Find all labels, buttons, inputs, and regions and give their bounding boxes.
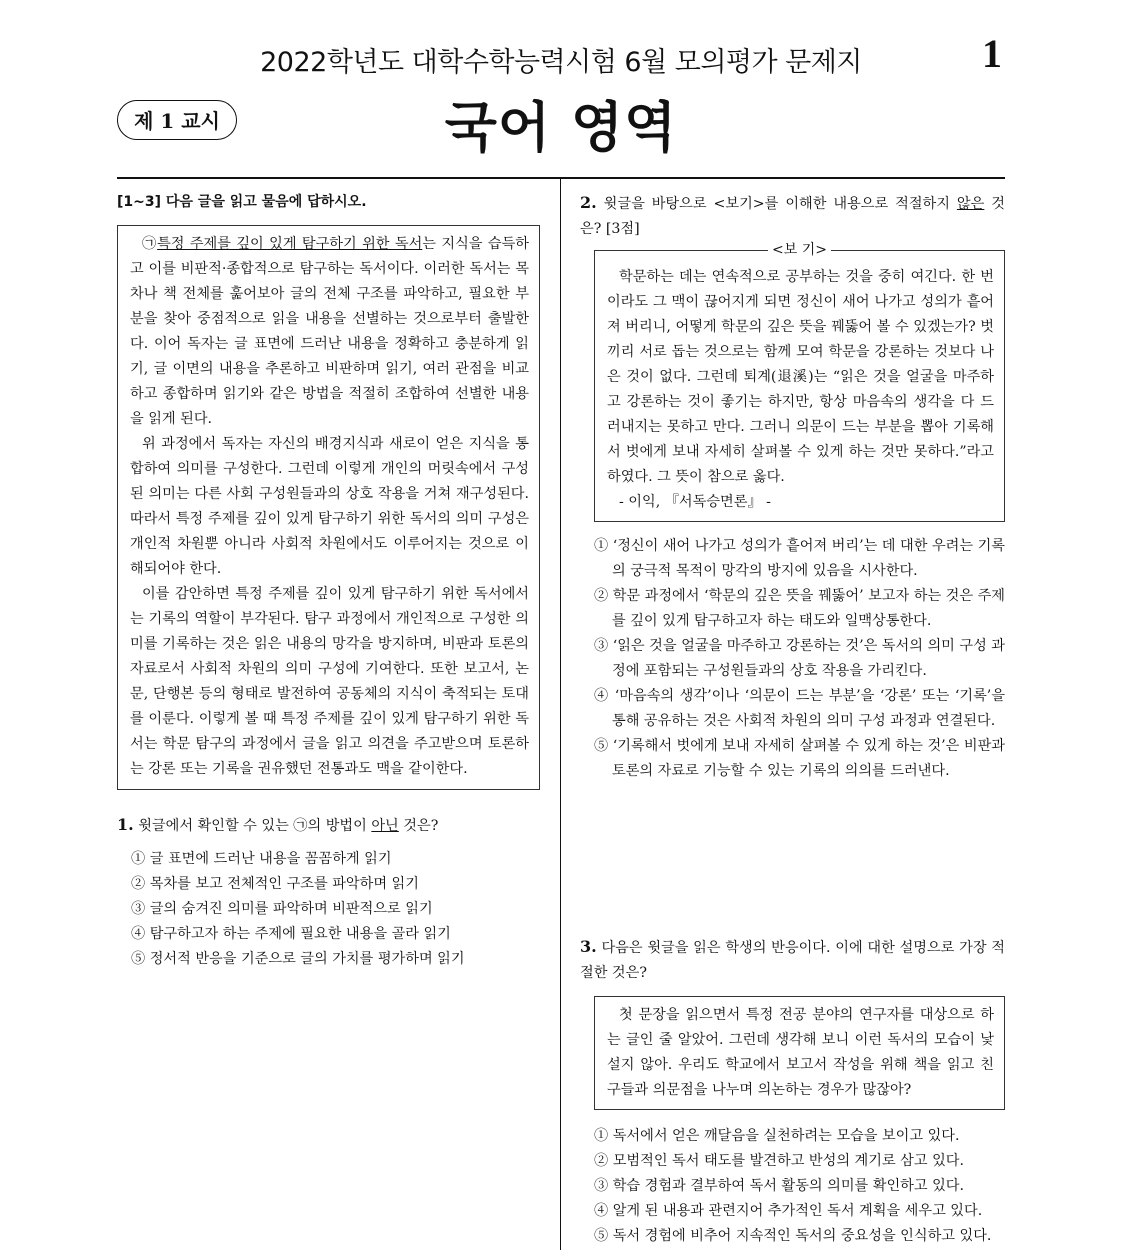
question-3-stem	[580, 934, 1005, 986]
option-1[interactable]: ① 독서에서 얻은 깨달음을 실천하려는 모습을 보이고 있다.	[594, 1128, 960, 1144]
bogi-label: <보 기>	[768, 242, 831, 258]
question-1-options	[131, 847, 540, 972]
period-badge: 제 1 교시	[117, 100, 237, 140]
question-1	[117, 812, 540, 972]
page-number: 1	[982, 31, 1002, 76]
student-response-box	[594, 996, 1005, 1110]
option-2[interactable]: ② 모범적인 독서 태도를 발견하고 반성의 계기로 삼고 있다.	[594, 1153, 964, 1169]
stem-underlined: 않은	[956, 196, 985, 212]
stem-underlined: 아닌	[371, 818, 399, 834]
option-4[interactable]: ④ 탐구하고자 하는 주제에 필요한 내용을 골라 읽기	[131, 926, 451, 942]
left-column	[117, 190, 540, 972]
stem-text-end: 것은?	[403, 818, 439, 834]
question-1-stem	[117, 812, 540, 839]
option-3[interactable]: ③ 글의 숨겨진 의미를 파악하며 비판적으로 읽기	[131, 901, 433, 917]
passage-paragraph-3: 이를 감안하면 특정 주제를 깊이 있게 탐구하기 위한 독서에서는 기록의 역할이 부각된다. 탐구 과정에서 개인적으로 구성한 의미를 기록하는 것은 읽은 내용의 망각을 방지하며, 비판과 토론의 자료로서 사회적 차원의 의미 구성에 기여한다. 또한 보고서, 논문, 단행본 등의 형태로 발전하여 공동체의 지식이 축적되는 토대를 이룬다. 이렇게 볼 때 특정 주제를 깊이 있게 탐구하기 위한 독서는 학문 탐구의 과정에서 글을 읽고 의견을 주고받으며 토론하는 강론 또는 기록을 권유했던 전통과도 맥을 같이한다.	[130, 586, 529, 777]
stem-text: 다음은 윗글을 읽은 학생의 반응이다. 이에 대한 설명으로 가장 적절한 것은?	[580, 940, 1005, 981]
subject-title: 국어 영역	[444, 96, 678, 159]
exam-title: 2022학년도 대학수학능력시험 6월 모의평가 문제지	[260, 47, 862, 78]
option-1[interactable]: ① 글 표면에 드러난 내용을 꼼꼼하게 읽기	[131, 851, 392, 867]
option-3[interactable]: ③ 학습 경험과 결부하여 독서 활동의 의미를 확인하고 있다.	[594, 1178, 964, 1194]
passage-marker: ㉠	[142, 236, 158, 252]
stem-text: 윗글에서 확인할 수 있는 ㉠의 방법이	[138, 818, 367, 834]
option-5[interactable]: ⑤ 정서적 반응을 기준으로 글의 가치를 평가하며 읽기	[131, 951, 465, 967]
question-number: 2.	[580, 193, 597, 212]
option-1[interactable]: ① ‘정신이 새어 나가고 성의가 흩어져 버리’는 데 대한 우려는 기록의 궁극적 목적이 망각의 방지에 있음을 시사한다.	[594, 538, 1005, 579]
reading-passage	[117, 225, 540, 790]
passage-paragraph-1	[130, 232, 529, 432]
question-number: 3.	[580, 937, 597, 956]
right-column	[580, 190, 1005, 1249]
question-2-options	[594, 534, 1005, 784]
question-2	[580, 190, 1005, 784]
option-2[interactable]: ② 학문 과정에서 ‘학문의 깊은 뜻을 꿰뚫어’ 보고자 하는 것은 주제를 깊이 있게 탐구하고자 하는 태도와 일맥상통한다.	[594, 588, 1005, 629]
option-5[interactable]: ⑤ 독서 경험에 비추어 지속적인 독서의 중요성을 인식하고 있다.	[594, 1228, 992, 1244]
option-2[interactable]: ② 목차를 보고 전체적인 구조를 파악하며 읽기	[131, 876, 419, 892]
passage-p1-text: 는 지식을 습득하고 이를 비판적·종합적으로 탐구하는 독서이다. 이러한 독서는 목차나 책 전체를 훑어보아 글의 전체 구조를 파악하고, 필요한 부분을 찾아 중점적으로 읽을 내용을 선별하는 것으로부터 출발한다. 이어 독자는 글 표면에 드러난 내용을 정확하고 충분하게 읽기, 글 이면의 내용을 추론하고 비판하며 읽기, 여러 관점을 비교하고 종합하며 읽기와 같은 방법을 적절히 조합하여 선별한 내용을 읽게 된다.	[130, 236, 529, 427]
bogi-text: 학문하는 데는 연속적으로 공부하는 것을 중히 여긴다. 한 번이라도 그 맥이 끊어지게 되면 정신이 새어 나가고 성의가 흩어져 버리니, 어떻게 학문의 깊은 뜻을 꿰뚫어 볼 수 있겠는가? 벗끼리 서로 돕는 것으로는 함께 모여 학문을 강론하는 것보다 나은 것이 없다. 그런데 퇴계(退溪)는 “읽은 것을 얼굴을 마주하고 강론하는 것이 좋기는 하지만, 항상 마음속의 생각을 다 드러내지는 못하고 만다. 그러니 의문이 드는 부분을 뽑아 기록해서 벗에게 보내 자세히 살펴볼 수 있게 하는 것만 못하다.”라고 하였다. 그 뜻이 참으로 옳다.	[607, 269, 994, 485]
top-rule	[117, 177, 1005, 179]
student-response-text: 첫 문장을 읽으면서 특정 전공 분야의 연구자를 대상으로 하는 글인 줄 알았어. 그런데 생각해 보니 이런 독서의 모습이 낯설지 않아. 우리도 학교에서 보고서 작성을 위해 책을 읽고 친구들과 의문점을 나누며 의논하는 경우가 많잖아?	[607, 1007, 994, 1098]
option-5[interactable]: ⑤ ‘기록해서 벗에게 보내 자세히 살펴볼 수 있게 하는 것’은 비판과 토론의 자료로 기능할 수 있는 기록의 의의를 드러낸다.	[594, 738, 1005, 779]
column-divider	[560, 178, 561, 1250]
question-2-stem	[580, 190, 1005, 242]
option-3[interactable]: ③ ‘읽은 것을 얼굴을 마주하고 강론하는 것’은 독서의 의미 구성 과정에 포함되는 구성원들과의 상호 작용을 가리킨다.	[594, 638, 1005, 679]
instruction: [1~3] 다음 글을 읽고 물음에 답하시오.	[117, 194, 367, 210]
question-number: 1.	[117, 815, 134, 834]
question-3	[580, 934, 1005, 1249]
option-4[interactable]: ④ 알게 된 내용과 관련지어 추가적인 독서 계획을 세우고 있다.	[594, 1203, 983, 1219]
option-4[interactable]: ④ ‘마음속의 생각’이나 ‘의문이 드는 부분’을 ‘강론’ 또는 ‘기록’을 통해 공유하는 것은 사회적 차원의 의미 구성 과정과 연결된다.	[594, 688, 1005, 729]
question-3-options	[594, 1124, 1005, 1249]
bogi-source: - 이익, 『서독승면론』 -	[619, 494, 771, 510]
passage-paragraph-2: 위 과정에서 독자는 자신의 배경지식과 새로이 얻은 지식을 통합하여 의미를 구성한다. 그런데 이렇게 개인의 머릿속에서 구성된 의미는 다른 사회 구성원들과의 상호 작용을 거쳐 재구성된다. 따라서 특정 주제를 깊이 있게 탐구하기 위한 독서의 의미 구성은 개인적 차원뿐 아니라 사회적 차원에서도 이루어지는 것으로 이해되어야 한다.	[130, 436, 529, 577]
stem-text: 윗글을 바탕으로 <보기>를 이해한 내용으로 적절하지	[603, 196, 950, 212]
stem-text-end: 것은? [3점]	[580, 196, 1006, 237]
underlined-phrase: 특정 주제를 깊이 있게 탐구하기 위한 독서	[157, 236, 423, 252]
bogi-box	[594, 242, 1005, 522]
